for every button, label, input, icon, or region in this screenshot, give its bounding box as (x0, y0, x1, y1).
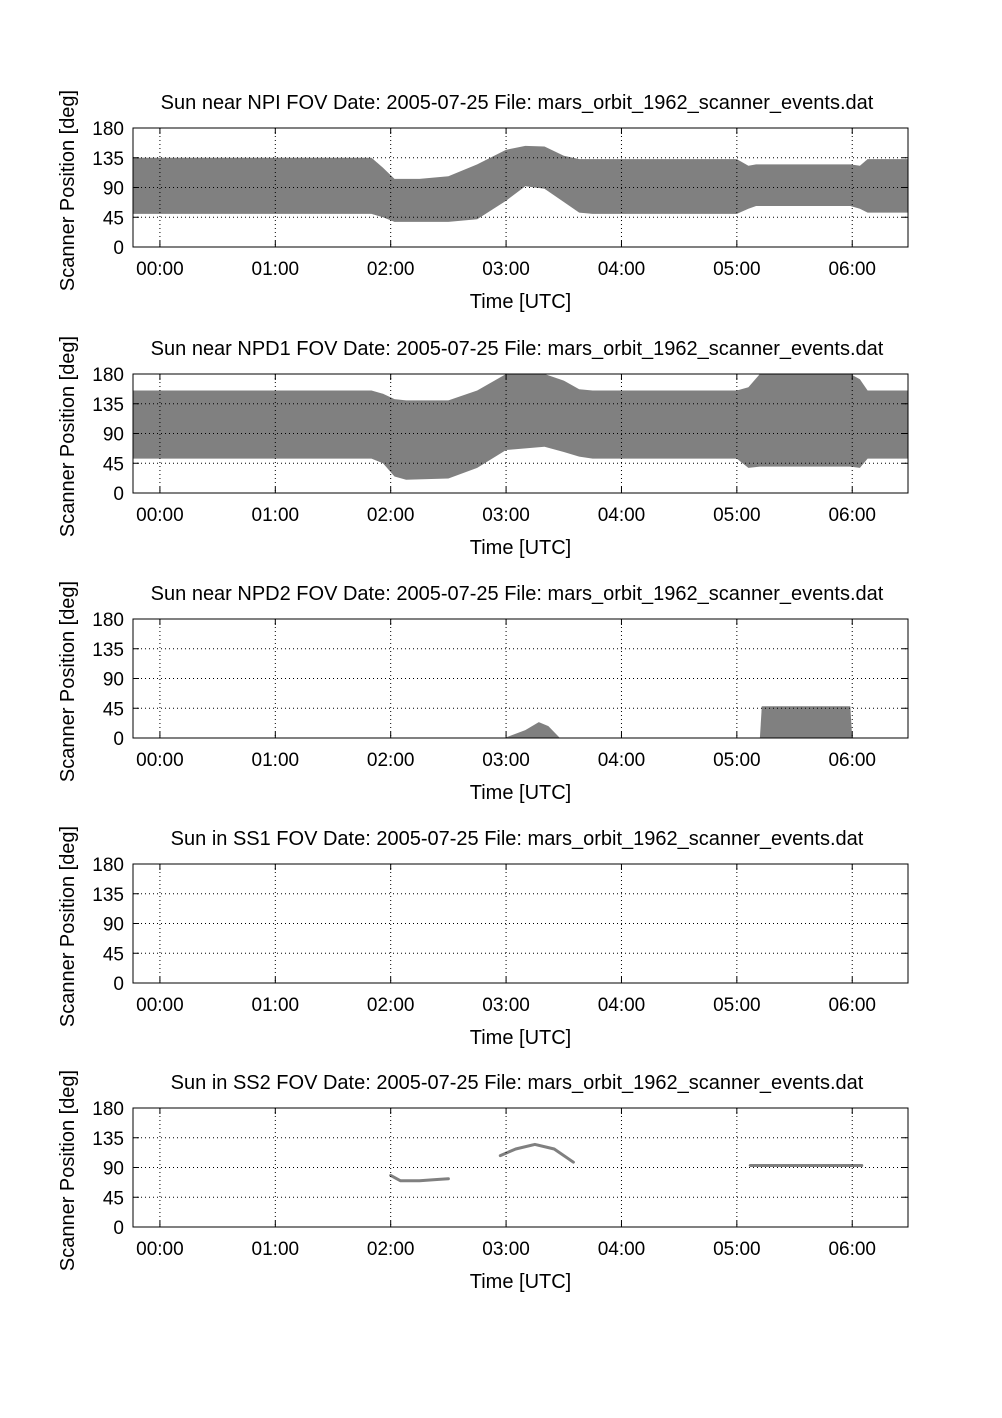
x-tick-label: 01:00 (251, 1239, 300, 1260)
x-tick-label: 03:00 (482, 1239, 530, 1260)
x-tick-label: 03:00 (482, 995, 530, 1016)
chart-panel-1 (57, 90, 908, 313)
y-tick-label: 0 (113, 974, 124, 995)
x-tick-label: 06:00 (828, 1239, 877, 1260)
chart-title: Sun near NPD1 FOV Date: 2005-07-25 File: mars_orbit_1962_scanner_events.dat (150, 338, 884, 360)
x-axis-label: Time [UTC] (469, 782, 572, 804)
x-tick-label: 02:00 (366, 750, 415, 771)
y-tick-label: 135 (92, 1128, 124, 1150)
x-tick-label: 00:00 (136, 750, 184, 771)
y-axis-label: Scanner Position [deg] (57, 89, 79, 292)
x-tick-label: 04:00 (597, 259, 646, 280)
x-tick-label: 02:00 (366, 1239, 415, 1260)
x-tick-label: 01:00 (251, 259, 300, 280)
chart-title: Sun near NPD2 FOV Date: 2005-07-25 File: mars_orbit_1962_scanner_events.dat (150, 583, 884, 605)
series-band-1 (504, 722, 560, 738)
x-tick-label: 03:00 (482, 259, 530, 280)
x-tick-label: 04:00 (597, 1239, 646, 1260)
series-band-2 (760, 706, 852, 738)
y-tick-label: 0 (113, 1218, 124, 1239)
y-tick-label: 0 (113, 238, 124, 259)
chart-panel-3 (57, 581, 908, 804)
y-tick-label: 90 (102, 178, 124, 200)
x-tick-label: 03:00 (482, 750, 530, 771)
series-group (504, 706, 852, 738)
x-tick-label: 04:00 (597, 505, 646, 526)
y-tick-label: 90 (102, 1158, 124, 1180)
y-tick-label: 0 (113, 729, 124, 750)
chart-panel-4 (57, 826, 908, 1049)
series-group (391, 1144, 862, 1180)
x-tick-label: 05:00 (713, 505, 761, 526)
x-tick-label: 02:00 (366, 505, 415, 526)
x-tick-label: 04:00 (597, 995, 646, 1016)
y-axis-label: Scanner Position [deg] (57, 1069, 79, 1272)
y-tick-label: 45 (102, 699, 124, 721)
x-tick-label: 00:00 (136, 1239, 184, 1260)
chart-title: Sun in SS2 FOV Date: 2005-07-25 File: mars_orbit_1962_scanner_events.dat (170, 1072, 864, 1094)
y-tick-label: 135 (92, 884, 124, 906)
x-tick-label: 03:00 (482, 505, 530, 526)
y-tick-label: 180 (92, 1099, 124, 1120)
x-axis-label: Time [UTC] (469, 1271, 572, 1293)
x-tick-label: 05:00 (713, 750, 761, 771)
y-axis-label: Scanner Position [deg] (57, 825, 79, 1028)
y-tick-label: 180 (92, 365, 124, 386)
series-line-1 (391, 1175, 449, 1180)
y-tick-label: 0 (113, 484, 124, 505)
x-tick-label: 06:00 (828, 505, 877, 526)
x-tick-label: 00:00 (136, 505, 184, 526)
x-axis-label: Time [UTC] (469, 537, 572, 559)
y-tick-label: 180 (92, 855, 124, 876)
x-tick-label: 01:00 (251, 750, 300, 771)
x-tick-label: 06:00 (828, 750, 877, 771)
x-tick-label: 01:00 (251, 995, 300, 1016)
y-tick-label: 90 (102, 914, 124, 936)
chart-panel-2 (57, 336, 908, 559)
x-tick-label: 00:00 (136, 259, 184, 280)
y-axis-label: Scanner Position [deg] (57, 335, 79, 538)
y-tick-label: 45 (102, 454, 124, 476)
y-axis-label: Scanner Position [deg] (57, 580, 79, 783)
x-tick-label: 00:00 (136, 995, 184, 1016)
x-tick-label: 01:00 (251, 505, 300, 526)
y-tick-label: 135 (92, 639, 124, 661)
y-tick-label: 135 (92, 148, 124, 170)
x-tick-label: 06:00 (828, 259, 877, 280)
x-tick-label: 02:00 (366, 259, 415, 280)
y-tick-label: 90 (102, 424, 124, 446)
y-tick-label: 180 (92, 610, 124, 631)
y-tick-label: 45 (102, 1188, 124, 1210)
x-tick-label: 02:00 (366, 995, 415, 1016)
chart-title: Sun near NPI FOV Date: 2005-07-25 File: mars_orbit_1962_scanner_events.dat (160, 92, 874, 114)
x-tick-label: 04:00 (597, 750, 646, 771)
y-tick-label: 180 (92, 119, 124, 140)
x-tick-label: 05:00 (713, 995, 761, 1016)
chart-panel-5 (57, 1070, 908, 1293)
x-tick-label: 05:00 (713, 259, 761, 280)
x-axis-label: Time [UTC] (469, 1027, 572, 1049)
x-tick-label: 05:00 (713, 1239, 761, 1260)
chart-title: Sun in SS1 FOV Date: 2005-07-25 File: mars_orbit_1962_scanner_events.dat (170, 828, 864, 850)
y-tick-label: 90 (102, 669, 124, 691)
series-group (133, 374, 908, 480)
series-band-1 (133, 374, 908, 480)
y-tick-label: 45 (102, 944, 124, 966)
y-tick-label: 135 (92, 394, 124, 416)
series-line-2 (500, 1144, 573, 1162)
y-tick-label: 45 (102, 208, 124, 230)
x-tick-label: 06:00 (828, 995, 877, 1016)
x-axis-label: Time [UTC] (469, 291, 572, 313)
